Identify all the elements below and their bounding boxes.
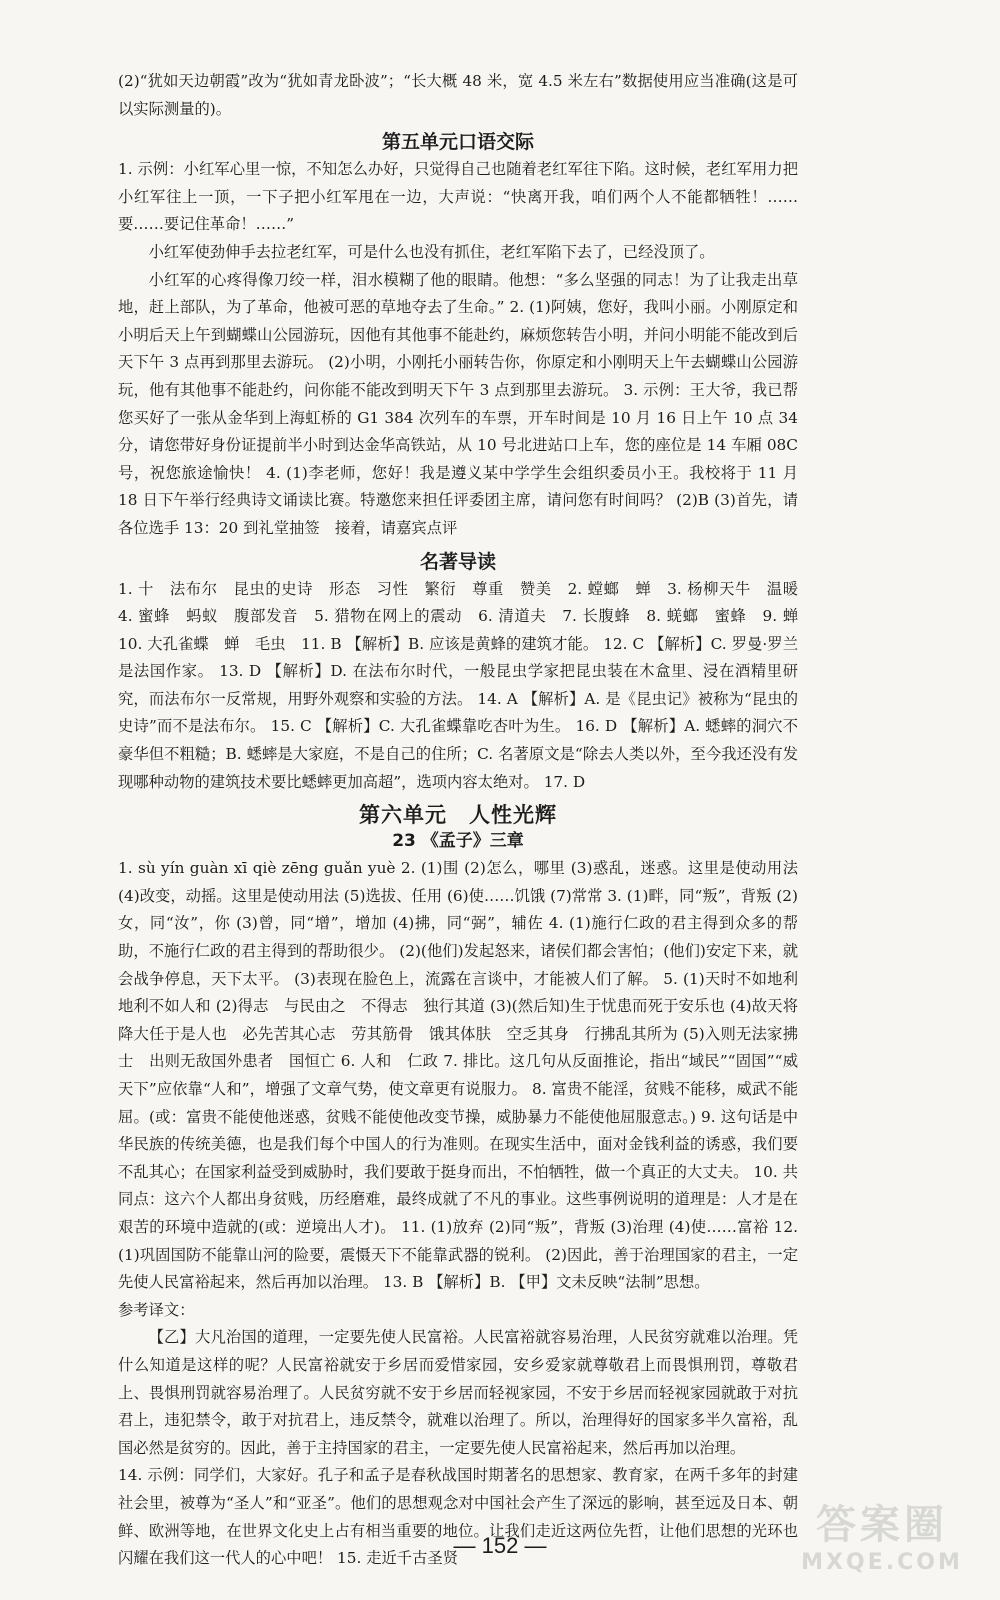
translation-label: 参考译文： — [118, 1300, 195, 1319]
answer-page — [118, 68, 814, 1573]
lesson-heading: 23 《孟子》三章 — [392, 831, 524, 852]
watermark-logo — [782, 1500, 982, 1592]
answer-paragraph-classics: 1. 十 法布尔 昆虫的史诗 形态 习性 繁衍 尊重 赞美 2. 螳螂 蝉 3. 杨柳天牛 温暖 4. 蜜蜂 蚂蚁 腹部发音 5. 猎物在网上的震动 6. 清道夫 7. 长腹蜂 8. 蜣螂 蜜蜂 9. 蝉 10. 大孔雀蝶 蝉 毛虫 11. B 【解析】B. 应该是黄蜂的建筑才能。 12. C 【解析】C. 罗曼·罗兰是法国作家。 13. D 【解析】D. 在法布尔时代，一般昆虫学家把昆虫装在木盒里、浸在酒精里研究，而法布尔一反常规，用野外观察和实验的方法。 14. A 【解析】A. 是《昆虫记》被称为“昆虫的史诗”而不是法布尔。 15. C 【解析】C. 大孔雀蝶靠吃杏叶为生。 16. D 【解析】A. 蟋蟀的洞穴不豪华但不粗糙；B. 蟋蟀是大家庭，不是自己的住所；C. 名著原文是“除去人类以外，至今我还没有发现哪种动物的建筑技术要比蟋蟀更加高超”，选项内容太绝对。 17. D — [118, 579, 814, 791]
answer-paragraph-speech: 14. 示例：同学们，大家好。孔子和孟子是春秋战国时期著名的思想家、教育家，在两千多年的封建社会里，被尊为“圣人”和“亚圣”。他们的思想观念对中国社会产生了深远的影响，甚至远及日本、朝鲜、欧洲等地，在世界文化史上占有相当重要的地位。让我们走近这两位先哲，让他们思想的光环也闪耀在我们这一代人的心中吧！ 15. 走近千古圣贤 — [118, 1466, 798, 1568]
answer-paragraph-revision: (2)“犹如天边朝霞”改为“犹如青龙卧波”；“长大概 48 米，宽 4.5 米左右”数据使用应当准确(这是可以实际测量的)。 — [118, 72, 798, 118]
section-heading-classics-guide: 名著导读 — [419, 550, 496, 573]
answer-paragraph-oral-1: 1. 示例：小红军心里一惊，不知怎么办好，只觉得自己也随着老红军往下陷。这时候，老红军用力把小红军往上一顶，一下子把小红军甩在一边，大声说：“快离开我，咱们两个人不能都牺牲！……要……要记住革命！……” — [118, 160, 798, 234]
answer-paragraph-oral-2: 小红军使劲伸手去拉老红军，可是什么也没有抓住，老红军陷下去了，已经没顶了。 — [148, 242, 715, 261]
answer-paragraph-mencius: 1. sù yín guàn xī qiè zēng guǎn yuè 2. (1)围 (2)怎么，哪里 (3)惑乱，迷惑。这里是使动用法 (4)改变，动摇。这里是使动用法 (5)选拔、任用 (6)使……饥饿 (7)常常 3. (1)畔，同“叛”，背叛 (2)女，同“汝”，你 (3)曾，同“增”，增加 (4)拂，同“弼”，辅佐 4. (1)施行仁政的君主得到众多的帮助，不施行仁政的君主得到的帮助很少。 (2)(他们)发起怒来，诸侯们都会害怕；(他们)安定下来，就会战争停息，天下太平。 (3)表现在脸色上，流露在言谈中，才能被人们了解。 5. (1)天时不如地利 地利不如人和 (2)得志 与民由之 不得志 独行其道 (3)(然后知)生于忧患而死于安乐也 (4)故天将降大任于是人也 必先苦其心志 劳其筋骨 饿其体肤 空乏其身 行拂乱其所为 (5)入则无法家拂士 出则无敌国外患者 国恒亡 6. 人和 仁政 7. 排比。这几句从反面推论，指出“域民”“固国”“威天下”应依靠“人和”，增强了文章气势，使文章更有说服力。 8. 富贵不能淫，贫贱不能移，威武不能屈。(或：富贵不能使他迷惑，贫贱不能使他改变节操，威胁暴力不能使他屈服意志。) 9. 这句话是中华民族的传统美德，也是我们每个中国人的行为准则。在现实生活中，面对金钱利益的诱惑，我们要不乱其心；在国家利益受到威胁时，我们要敢于挺身而出，不怕牺牲，做一个真正的大丈夫。 10. 共同点：这六个人都出身贫贱，历经磨难，最终成就了不凡的事业。这些事例说明的道理是：人才是在艰苦的环境中造就的(或：逆境出人才)。 11. (1)放弃 (2)同“叛”，背叛 (3)治理 (4)使……富裕 12. (1)巩固国防不能靠山河的险要，震慑天下不能靠武器的锐利。 (2)因此，善于治理国家的君主，一定先使人民富裕起来，然后再加以治理。 13. B 【解析】B. 【甲】文未反映“法制”思想。 — [118, 859, 814, 1292]
unit-heading: 第六单元 人性光辉 — [359, 803, 557, 828]
watermark-text: 答案圈 — [816, 1502, 948, 1548]
page-number: — 152 — — [453, 1533, 547, 1558]
section-heading-oral-communication: 第五单元口语交际 — [381, 131, 534, 154]
translation-paragraph: 【乙】大凡治国的道理，一定要先使人民富裕。人民富裕就容易治理，人民贫穷就难以治理。凭什么知道是这样的呢？人民富裕就安于乡居而爱惜家园，安乡爱家就尊敬君上而畏惧刑罚，尊敬君上、畏惧刑罚就容易治理了。人民贫穷就不安于乡居而轻视家园，不安于乡居而轻视家园就敢于对抗君上，违犯禁令，敢于对抗君上，违反禁令，就难以治理了。所以，治理得好的国家多半久富裕，乱国必然是贫穷的。因此，善于主持国家的君主，一定要先使人民富裕起来，然后再加以治理。 — [118, 1328, 798, 1457]
answer-paragraph-oral-3: 小红军的心疼得像刀绞一样，泪水模糊了他的眼睛。他想：“多么坚强的同志！为了让我走出草地，赶上部队，为了革命，他被可恶的草地夺去了生命。” 2. (1)阿姨，您好，我叫小丽。小刚原定和小明后天上午到蝴蝶山公园游玩，因他有其他事不能赴约，麻烦您转告小明，并问小明能不能改到后天下午 3 点再到那里去游玩。 (2)小明，小刚托小丽转告你，你原定和小刚明天上午去蝴蝶山公园游玩，他有其他事不能赴约，问你能不能改到明天下午 3 点到那里去游玩。 3. 示例：王大爷，我已帮您买好了一张从金华到上海虹桥的 G1 384 次列车的车票，开车时间是 10 月 16 日上午 10 点 34 分，请您带好身份证提前半小时到达金华高铁站，从 10 号北进站口上车，您的座位是 14 车厢 08C 号，祝您旅途愉快！ 4. (1)李老师，您好！我是遵义某中学学生会组织委员小王。我校将于 11 月 18 日下午举行经典诗文诵读比赛。特邀您来担任评委团主席，请问您有时间吗？ (2)B (3)首先，请各位选手 13：20 到礼堂抽签 接着，请嘉宾点评 — [118, 270, 798, 537]
watermark-url: MXQE.COM — [801, 1550, 963, 1575]
